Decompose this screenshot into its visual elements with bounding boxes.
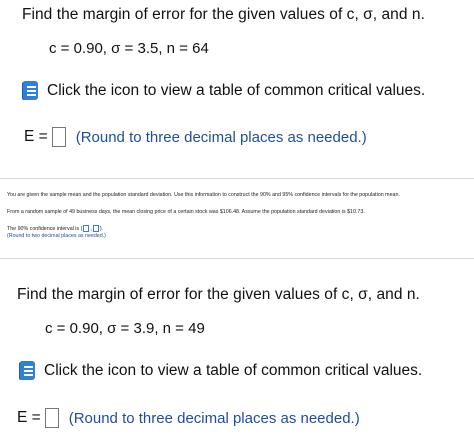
divider [0,258,474,259]
problem-3-given-values: c = 0.90, σ = 3.9, n = 49 [45,320,205,337]
answer-input[interactable] [45,408,59,428]
problem-2-ci-row [7,225,103,232]
problem-1-given-values: c = 0.90, σ = 3.5, n = 64 [49,40,209,57]
problem-1-answer-row [24,127,367,147]
problem-3-question: Find the margin of error for the given values of c, σ, and n. [17,286,420,303]
ci-lower-input[interactable] [80,225,92,232]
ci-comma: , [90,225,92,232]
problem-3-answer-row [17,408,360,428]
ci-close-paren: ). [99,225,104,232]
problem-3-panel [0,270,474,440]
ci-open-paren: ( [80,225,83,232]
problem-2-instruction: You are given the sample mean and the population standard deviation. Use this information to construct the 90% and 95% confidence intervals for the population mean. [7,192,400,198]
problem-3-critical-values-link[interactable] [19,361,422,381]
book-icon[interactable] [22,81,39,101]
round-note: (Round to three decimal places as needed.) [75,128,367,146]
round-note: (Round to three decimal places as needed.) [68,409,360,427]
problem-1-question: Find the margin of error for the given values of c, σ, and n. [22,6,425,23]
answer-label: E = [24,128,48,145]
problem-1-link-text[interactable]: Click the icon to view a table of common critical values. [47,82,426,99]
divider [0,178,474,179]
problem-2-round-note: (Round to two decimal places as needed.) [7,233,106,239]
book-icon[interactable] [19,361,36,381]
ci-upper-input[interactable] [93,225,99,232]
problem-2-scenario: From a random sample of 49 business days, the mean closing price of a certain stock was $106.48. Assume the population standard deviation is $10.73. [7,209,365,215]
answer-input[interactable] [52,127,66,147]
answer-label: E = [17,409,41,426]
problem-2-panel [0,182,474,244]
problem-3-link-text[interactable]: Click the icon to view a table of common critical values. [44,362,423,379]
ci-label: The 90% confidence interval is [7,225,80,232]
problem-1-panel [0,0,474,178]
problem-1-critical-values-link[interactable] [22,81,425,101]
